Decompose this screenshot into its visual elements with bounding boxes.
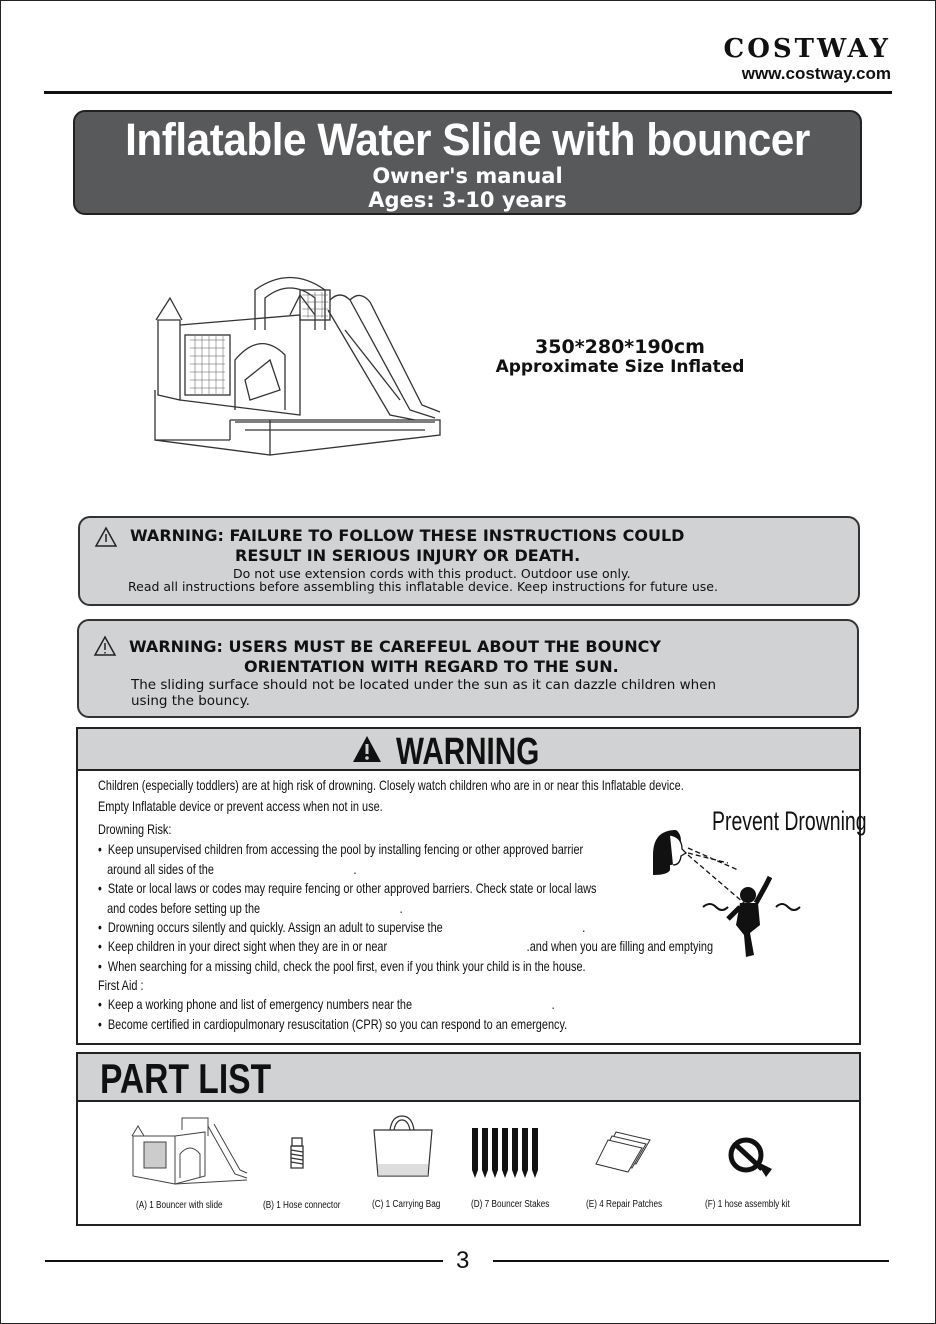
repair-patches-icon — [592, 1130, 658, 1174]
warning2-line2: ORIENTATION WITH REGARD TO THE SUN. — [244, 657, 619, 676]
footer-rule-left — [45, 1260, 443, 1262]
bouncer-icon — [130, 1116, 248, 1188]
bouncer-illustration — [150, 270, 442, 460]
warning2-line1: WARNING: USERS MUST BE CAREFEUL ABOUT THE BOUNCY — [129, 637, 661, 656]
part-label-d: (D) 7 Bouncer Stakes — [471, 1199, 550, 1210]
warning-text-line: • State or local laws or codes may require fencing or other approved barriers. Check state or local laws — [98, 880, 597, 896]
warning-triangle-icon — [93, 635, 117, 657]
header-rule — [44, 91, 892, 94]
warning-text-line: Children (especially toddlers) are at high risk of drowning. Closely watch children who are in or near this Inflatable device. — [98, 777, 684, 793]
hose-connector-icon — [287, 1136, 307, 1174]
warning-text-line: • When searching for a missing child, check the pool first, even if you think your child is in the house. — [98, 958, 586, 974]
warning-exclamation-icon — [352, 735, 382, 763]
warning-text-line: First Aid : — [98, 977, 144, 993]
carrying-bag-icon — [370, 1114, 436, 1178]
part-list-title: PART LIST — [100, 1055, 272, 1102]
drowning-illustration — [648, 825, 808, 970]
part-label-c: (C) 1 Carrying Bag — [372, 1199, 441, 1210]
warning-triangle-icon — [94, 526, 118, 548]
age-range: Ages: 3-10 years — [368, 188, 567, 212]
part-label-f: (F) 1 hose assembly kit — [705, 1199, 790, 1210]
warning1-line4: Read all instructions before assembling this inflatable device. Keep instructions for future use. — [128, 579, 718, 594]
warning-text-line: • Keep a working phone and list of emergency numbers near the . — [98, 996, 555, 1012]
warning1-line3: Do not use extension cords with this product. Outdoor use only. — [233, 566, 631, 581]
title-banner — [73, 110, 862, 215]
warning1-line1: WARNING: FAILURE TO FOLLOW THESE INSTRUCTIONS COULD — [130, 526, 685, 545]
page-number: 3 — [456, 1247, 470, 1274]
brand-url: www.costway.com — [741, 64, 891, 83]
warning-text-line: around all sides of the . — [98, 861, 357, 877]
warning-box-1 — [78, 516, 860, 606]
warning-text-line: Drowning Risk: — [98, 821, 172, 837]
footer-rule-right — [493, 1260, 889, 1262]
stakes-icon — [470, 1126, 542, 1180]
warning-box-2 — [77, 619, 859, 718]
warning-header — [78, 729, 859, 771]
warning-text-line: • Keep unsupervised children from accessing the pool by installing fencing or other approved barrier — [98, 841, 584, 857]
warning-title: WARNING — [396, 731, 540, 773]
product-size: 350*280*190cm — [535, 336, 705, 358]
manual-subtitle: Owner's manual — [372, 164, 563, 188]
warning-text-line: • Keep children in your direct sight when they are in or near .and when you are filling and emptying — [98, 938, 714, 954]
warning2-line4: using the bouncy. — [131, 693, 250, 709]
warning-text-line: and codes before setting up the . — [98, 900, 403, 916]
part-label-e: (E) 4 Repair Patches — [586, 1199, 663, 1210]
hose-kit-icon — [726, 1133, 776, 1177]
brand-logo: COSTWAY — [723, 34, 891, 64]
prevent-drowning-label: Prevent Drowning — [712, 806, 867, 836]
part-list-header — [78, 1054, 859, 1102]
size-label: Approximate Size Inflated — [495, 357, 745, 377]
part-label-a: (A) 1 Bouncer with slide — [136, 1200, 223, 1211]
part-label-b: (B) 1 Hose connector — [263, 1200, 341, 1211]
warning-text-line: • Become certified in cardiopulmonary resuscitation (CPR) so you can respond to an emergency. — [98, 1016, 568, 1032]
warning-text-line: • Drowning occurs silently and quickly. Assign an adult to supervise the . — [98, 919, 586, 935]
product-title: Inflatable Water Slide with bouncer — [125, 114, 810, 165]
warning1-line2: RESULT IN SERIOUS INJURY OR DEATH. — [235, 546, 581, 565]
warning2-line3: The sliding surface should not be located under the sun as it can dazzle children when — [131, 677, 717, 693]
warning-text-line: Empty Inflatable device or prevent access when not in use. — [98, 798, 383, 814]
